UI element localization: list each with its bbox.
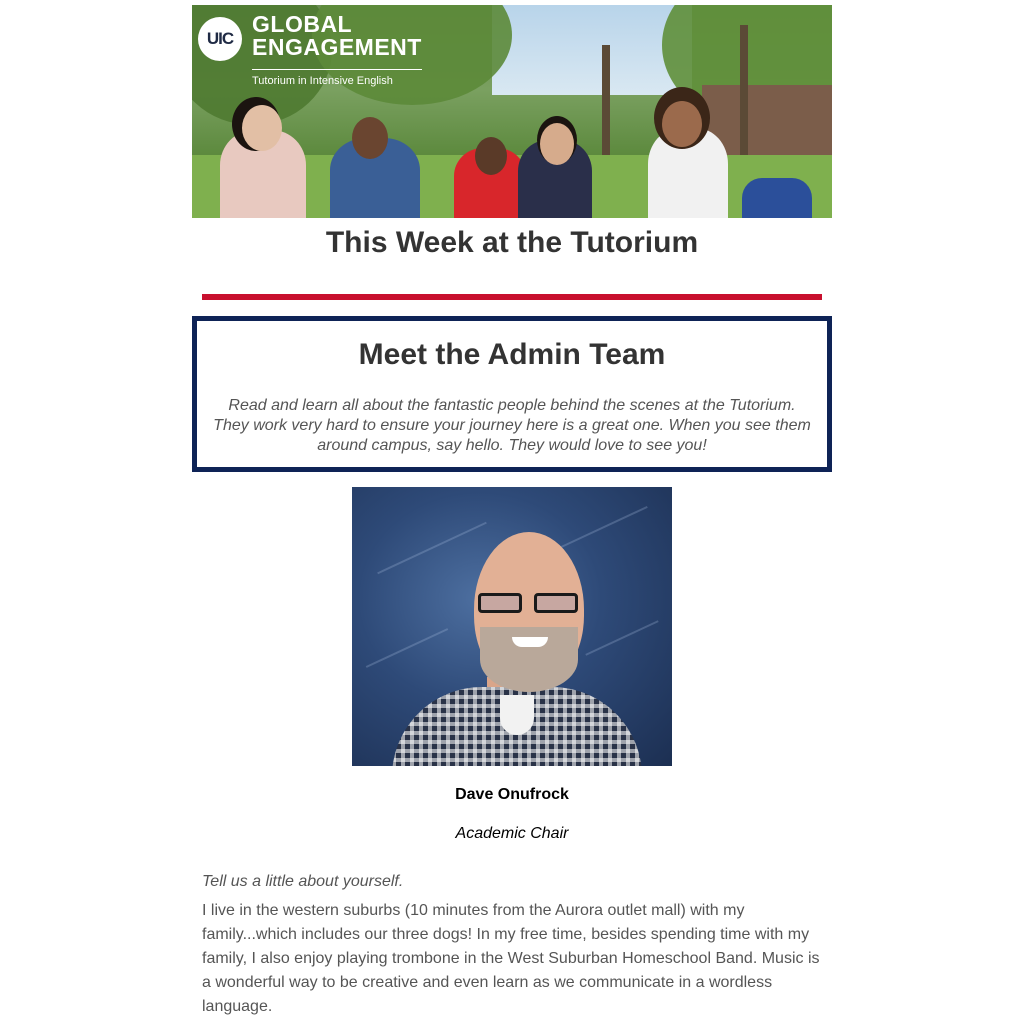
profile-name: Dave Onufrock (455, 786, 569, 803)
header-banner-image (192, 5, 832, 218)
logo-line-global: GLOBAL (252, 11, 353, 37)
student-figure (742, 178, 812, 218)
uic-logo-mark: UIC (198, 17, 242, 61)
student-head (242, 105, 282, 151)
photo-backdrop-texture (366, 628, 448, 668)
photo-backdrop-texture (556, 506, 647, 550)
profile-question: Tell us a little about yourself. (202, 873, 404, 890)
photo-smile (512, 637, 548, 647)
meet-team-box (192, 316, 832, 472)
profile-role: Academic Chair (455, 825, 569, 842)
student-head (540, 123, 574, 165)
team-section-intro: Read and learn all about the fantastic people behind the scenes at the Tutorium. They work very hard to ensure your journey here is a great one. When you see them around campus, say hello. They would love to see you! (213, 397, 811, 454)
newsletter-title: This Week at the Tutorium (325, 226, 699, 259)
photo-glasses (478, 593, 580, 615)
profile-answer: I live in the western suburbs (10 minutes from the Aurora outlet mall) with my family...which includes our three dogs! In my free time, besides spending time with my family, I also enjoy playing trombone in the West Suburban Homeschool Band. Music is a wonderful way to be creative and even learn as we communicate in a wordless language. (202, 902, 820, 1015)
student-head (662, 101, 702, 147)
team-section-title: Meet the Admin Team (358, 338, 666, 371)
logo-divider (252, 69, 422, 70)
logo-line-engagement: ENGAGEMENT (252, 34, 422, 60)
section-divider (202, 294, 822, 300)
logo-wordmark (252, 13, 422, 59)
photo-undershirt (500, 695, 534, 735)
logo-subtitle: Tutorium in Intensive English (252, 75, 393, 87)
banner-tree-trunk (602, 45, 610, 165)
banner-tree-trunk (740, 25, 748, 175)
student-head (475, 137, 507, 175)
profile-photo (352, 487, 672, 766)
student-head (352, 117, 388, 159)
photo-backdrop-texture (377, 522, 487, 575)
photo-backdrop-texture (585, 620, 658, 656)
